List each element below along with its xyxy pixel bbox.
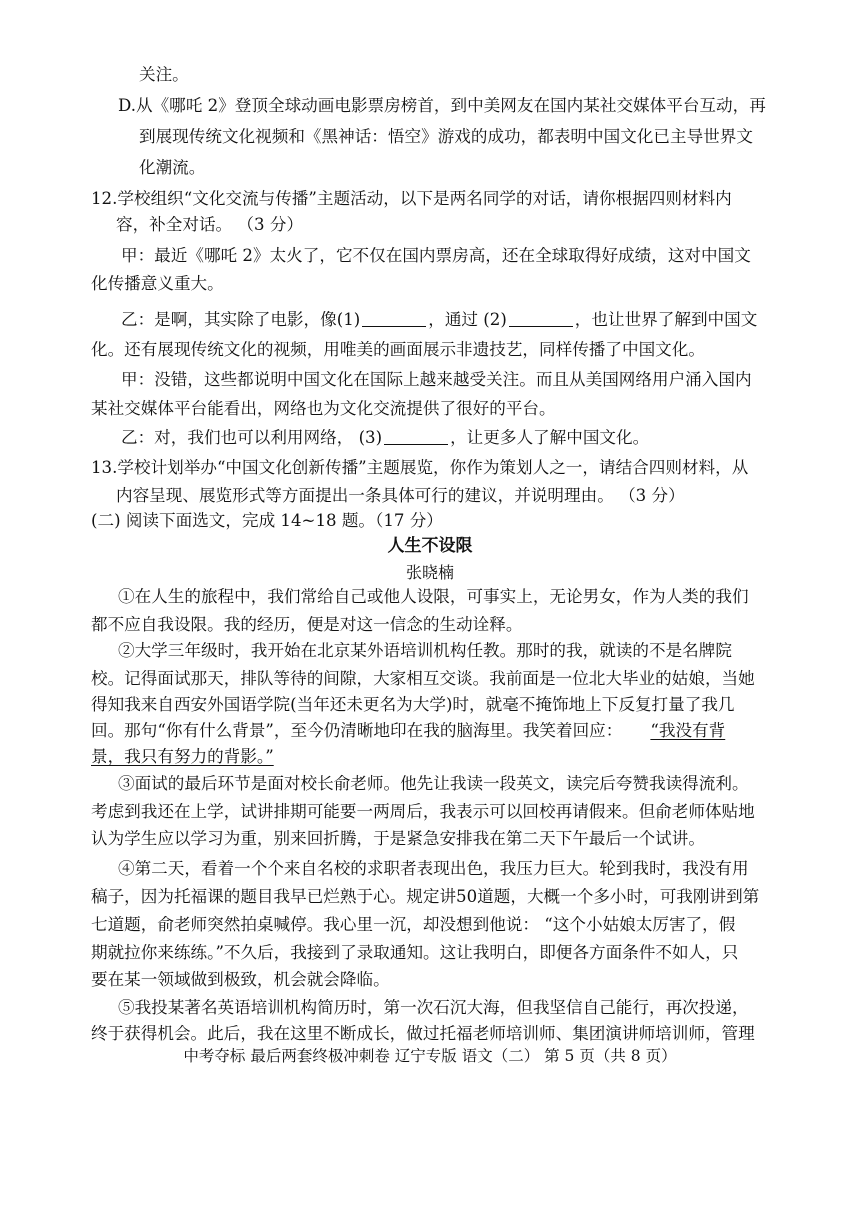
- q13-line-2: 内容呈现、展览形式等方面提出一条具体可行的建议，并说明理由。 （3 分）: [116, 486, 685, 505]
- paragraph-2-line-2: 校。记得面试那天，排队等待的间隙，大家相互交谈。我前面是一位北大毕业的姑娘，当她: [91, 669, 755, 688]
- option-d-line-3: 化潮流。: [139, 158, 206, 177]
- paragraph-4-line-5: 要在某一领域做到极致，机会就会降临。: [91, 970, 390, 989]
- paragraph-1-line-2: 都不应自我设限。我的经历，便是对这一信念的生动诠释。: [91, 615, 523, 634]
- paragraph-1-line-1: [118, 584, 798, 610]
- paragraph-5-line-2: 终于获得机会。此后，我在这里不断成长，做过托福老师培训师、集团演讲师培训师，管理: [91, 1024, 755, 1043]
- q12-jia-1-line-2: 化传播意义重大。: [91, 274, 224, 293]
- answer-blank-3[interactable]: [384, 427, 448, 445]
- text: ①在人生的旅程中，我们常给自己或他人设限，可事实上，无论男女，作为人类的我们: [118, 587, 749, 606]
- paragraph-2-line-1: ②大学三年级时，我开始在北京某外语培训机构任教。那时的我，就读的不是名牌院: [118, 641, 732, 660]
- q12-yi-1-line-2: 化。还有展现传统文化的视频，用唯美的画面展示非遗技艺，同样传播了中国文化。: [91, 340, 705, 359]
- page-footer: 中考夺标 最后两套终极冲刺卷 辽宁专版 语文（二） 第 5 页（共 8 页）: [183, 1047, 677, 1065]
- answer-blank-1[interactable]: [362, 309, 426, 327]
- option-d-line-1: [118, 93, 798, 119]
- q12-yi-2-line: [121, 425, 649, 451]
- section-2-heading: (二) 阅读下面选文，完成 14~18 题。（17 分）: [91, 511, 443, 530]
- paragraph-3-line-3: 认为学生应以学习为重，别来回折腾，于是紧急安排我在第二天下午最后一个试讲。: [91, 829, 705, 848]
- q12-jia-2-line-1: 甲：没错，这些都说明中国文化在国际上越来越受关注。而且从美国网络用户涌入国内: [121, 370, 752, 389]
- text: ，也让世界了解到中国文: [574, 310, 758, 329]
- paragraph-4-line-1: ④第二天，看着一个个来自名校的求职者表现出色，我压力巨大。轮到我时，我没有用: [118, 859, 749, 878]
- q12-yi-1-line-1: [121, 307, 757, 333]
- q12-jia-2-line-2: 某社交媒体平台能看出，网络也为文化交流提供了很好的平台。: [91, 399, 556, 418]
- paragraph-2-line-5: [91, 744, 274, 770]
- q12-jia-1-line-1: 甲：最近《哪吒 2》太火了，它不仅在国内票房高，还在全球取得好成绩，这对中国文: [121, 246, 751, 265]
- paragraph-4-line-4: 期就拉你来练练。”不久后，我接到了录取通知。这让我明白，即便各方面条件不如人，只: [91, 943, 739, 962]
- paragraph-4-line-2: 稿子，因为托福课的题目我早已烂熟于心。规定讲50道题，大概一个多小时，可我刚讲到第: [91, 887, 760, 906]
- text: ，通过 (2): [428, 310, 507, 329]
- text: 到展现传统文化视频和《黑神话：悟空》游戏的成功，都表明中国文化已主导世界文: [139, 127, 753, 146]
- q12-line-1: 12.学校组织“文化交流与传播”主题活动，以下是两名同学的对话，请你根据四则材料内: [91, 189, 732, 208]
- option-d-line-2: [139, 124, 798, 150]
- paragraph-2-line-4: [91, 718, 725, 744]
- text: 乙：对，我们也可以利用网络， (3): [121, 428, 383, 447]
- option-c-tail: 关注。: [139, 65, 189, 84]
- underlined-quote-part-2: 景，我只有努力的背影。”: [91, 747, 274, 766]
- article-title: 人生不设限: [387, 536, 473, 556]
- paragraph-2-line-3: 得知我来自西安外国语学院(当年还未更名为大学)时，就毫不掩饰地上下反复打量了我几: [91, 695, 735, 714]
- answer-blank-2[interactable]: [509, 309, 573, 327]
- paragraph-3-line-1: ③面试的最后环节是面对校长俞老师。他先让我读一段英文，读完后夸赞我读得流利。: [118, 774, 749, 793]
- text: 乙：是啊，其实除了电影，像(1): [121, 310, 361, 329]
- q13-line-1: 13.学校计划举办“中国文化创新传播”主题展览，你作为策划人之一，请结合四则材料，从: [91, 458, 749, 477]
- text: D.从《哪吒 2》登顶全球动画电影票房榜首，到中美网友在国内某社交媒体平台互动，再: [118, 96, 766, 115]
- underlined-quote-part-1: “我没有背: [650, 721, 726, 740]
- q12-line-2: 容，补全对话。 （3 分）: [116, 215, 304, 234]
- paragraph-4-line-3: 七道题，俞老师突然拍桌喊停。我心里一沉，却没想到他说： “这个小姑娘太厉害了，假: [91, 915, 736, 934]
- text: 回。那句“你有什么背景”，至今仍清晰地印在我的脑海里。我笑着回应：: [91, 721, 623, 740]
- article-author: 张晓楠: [405, 563, 454, 582]
- text: ，让更多人了解中国文化。: [450, 428, 650, 447]
- paragraph-5-line-1: ⑤我投某著名英语培训机构简历时，第一次石沉大海，但我坚信自己能行，再次投递，: [118, 998, 749, 1017]
- paragraph-3-line-2: 考虑到我还在上学，试讲排期可能要一两周后，我表示可以回校再请假来。但俞老师体贴地: [91, 802, 755, 821]
